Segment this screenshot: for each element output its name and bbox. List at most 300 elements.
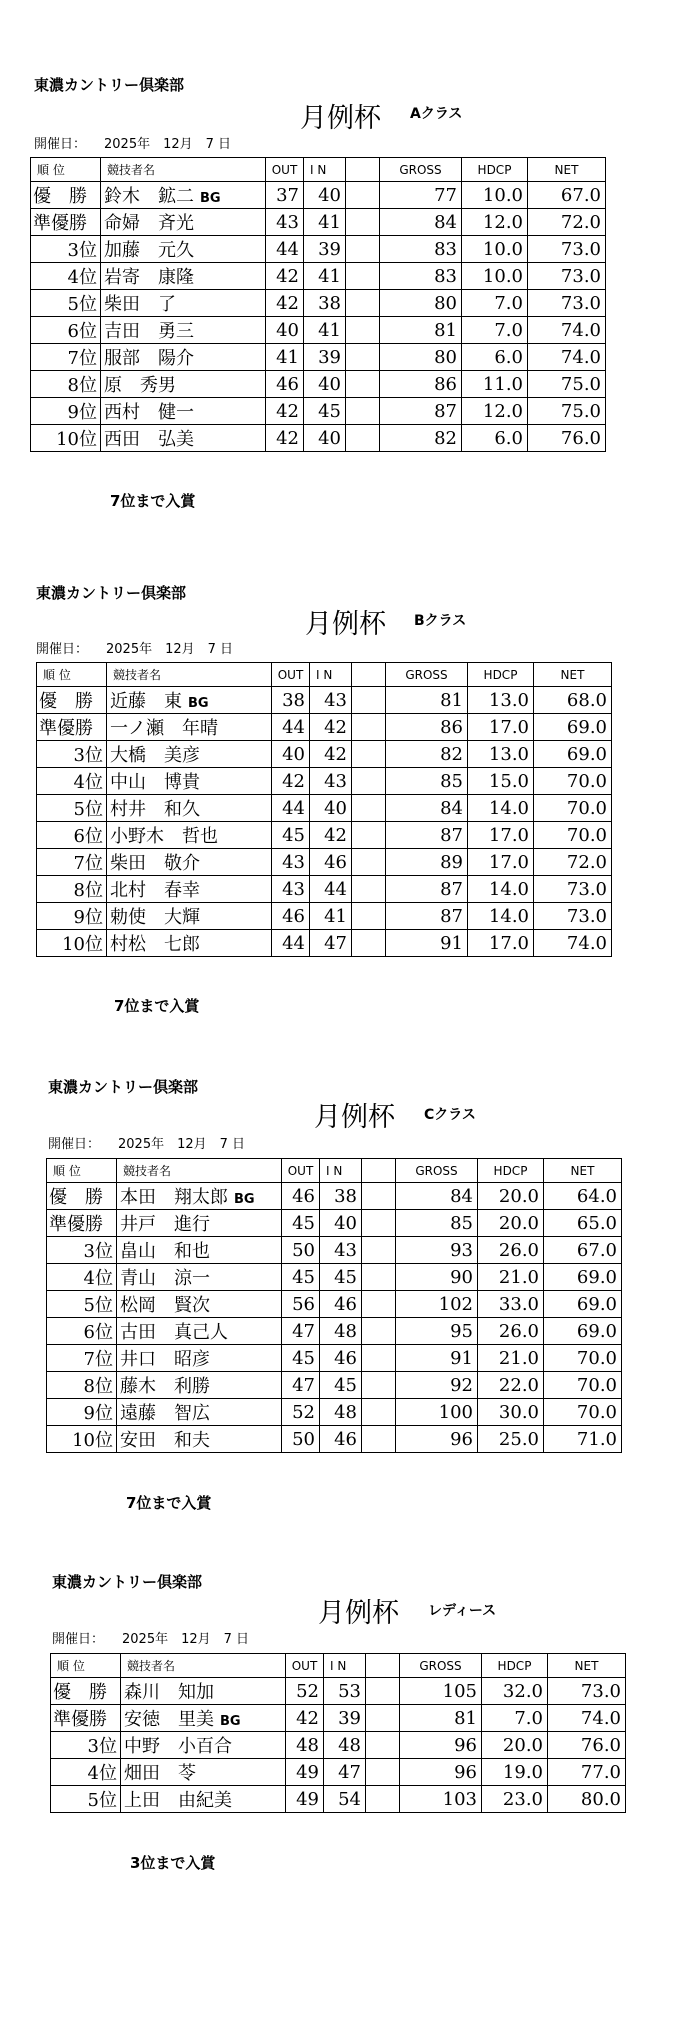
blank-cell xyxy=(366,1732,400,1759)
rank-cell: 優 勝 xyxy=(47,1183,117,1210)
blank-cell xyxy=(346,182,380,209)
player-name: 小野木 哲也 xyxy=(110,826,218,847)
hdcp-value: 17.0 xyxy=(468,714,534,741)
blank-cell xyxy=(352,741,386,768)
hdcp-value: 23.0 xyxy=(482,1786,548,1813)
table-row xyxy=(47,1426,622,1453)
header-name: 競技者名 xyxy=(101,158,266,182)
hdcp-value: 6.0 xyxy=(462,344,528,371)
blank-cell xyxy=(346,209,380,236)
header-gross: GROSS xyxy=(396,1159,478,1183)
net-score: 76.0 xyxy=(528,425,606,452)
hdcp-value: 13.0 xyxy=(468,741,534,768)
gross-score: 92 xyxy=(396,1372,478,1399)
net-score: 64.0 xyxy=(544,1183,622,1210)
rank-cell: 6位 xyxy=(47,1318,117,1345)
player-name-cell xyxy=(117,1345,282,1372)
out-score: 43 xyxy=(272,849,310,876)
out-score: 52 xyxy=(282,1399,320,1426)
club-name: 東濃カントリー倶楽部 xyxy=(36,584,187,602)
best-gross-badge: BG xyxy=(220,1714,241,1729)
player-name: 畠山 和也 xyxy=(120,1241,210,1262)
event-date xyxy=(52,1628,249,1647)
gross-score: 96 xyxy=(396,1426,478,1453)
table-row xyxy=(31,236,606,263)
gross-score: 89 xyxy=(386,849,468,876)
in-score: 45 xyxy=(304,398,346,425)
in-score: 43 xyxy=(320,1237,362,1264)
player-name: 原 秀男 xyxy=(104,375,176,396)
class-label: Aクラス xyxy=(410,106,463,122)
hdcp-value: 17.0 xyxy=(468,930,534,957)
club-name: 東濃カントリー倶楽部 xyxy=(52,1573,203,1591)
in-score: 39 xyxy=(304,344,346,371)
out-score: 49 xyxy=(286,1759,324,1786)
event-date xyxy=(34,133,231,152)
out-score: 42 xyxy=(266,425,304,452)
event-date xyxy=(36,638,233,657)
gross-score: 103 xyxy=(400,1786,482,1813)
header-hdcp: HDCP xyxy=(478,1159,544,1183)
table-row xyxy=(47,1372,622,1399)
header-rank: 順 位 xyxy=(37,663,107,687)
blank-cell xyxy=(362,1345,396,1372)
player-name: 安田 和夫 xyxy=(120,1430,210,1451)
rank-cell: 優 勝 xyxy=(37,687,107,714)
table-row xyxy=(31,425,606,452)
table-row xyxy=(37,876,612,903)
rank-cell: 5位 xyxy=(37,795,107,822)
player-name: 村井 和久 xyxy=(110,799,200,820)
blank-cell xyxy=(362,1210,396,1237)
player-name: 西田 弘美 xyxy=(104,429,194,450)
in-score: 45 xyxy=(320,1264,362,1291)
out-score: 44 xyxy=(272,930,310,957)
out-score: 45 xyxy=(282,1345,320,1372)
club-name: 東濃カントリー倶楽部 xyxy=(48,1078,199,1096)
table-row xyxy=(51,1759,626,1786)
blank-cell xyxy=(346,398,380,425)
net-score: 72.0 xyxy=(528,209,606,236)
best-gross-badge: BG xyxy=(200,191,221,206)
net-score: 69.0 xyxy=(544,1291,622,1318)
player-name: 服部 陽介 xyxy=(104,348,194,369)
player-name: 中山 博貴 xyxy=(110,772,200,793)
rank-cell: 9位 xyxy=(47,1399,117,1426)
header-out: OUT xyxy=(286,1654,324,1678)
blank-cell xyxy=(346,317,380,344)
out-score: 42 xyxy=(272,768,310,795)
gross-score: 93 xyxy=(396,1237,478,1264)
in-score: 41 xyxy=(310,903,352,930)
net-score: 70.0 xyxy=(534,768,612,795)
player-name: 藤木 利勝 xyxy=(120,1376,210,1397)
player-name-cell xyxy=(101,317,266,344)
table-row xyxy=(47,1183,622,1210)
header-net: NET xyxy=(534,663,612,687)
blank-cell xyxy=(362,1183,396,1210)
out-score: 46 xyxy=(266,371,304,398)
header-row xyxy=(37,663,612,687)
blank-cell xyxy=(346,371,380,398)
table-row xyxy=(31,344,606,371)
gross-score: 96 xyxy=(400,1732,482,1759)
header-row xyxy=(51,1654,626,1678)
blank-cell xyxy=(346,290,380,317)
table-row xyxy=(51,1732,626,1759)
in-score: 45 xyxy=(320,1372,362,1399)
in-score: 42 xyxy=(310,822,352,849)
blank-cell xyxy=(352,930,386,957)
out-score: 37 xyxy=(266,182,304,209)
player-name: 安徳 里美 xyxy=(124,1709,214,1730)
player-name: 森川 知加 xyxy=(124,1682,214,1703)
hdcp-value: 20.0 xyxy=(478,1210,544,1237)
player-name: 上田 由紀美 xyxy=(124,1790,232,1811)
player-name-cell xyxy=(107,849,272,876)
player-name-cell xyxy=(117,1399,282,1426)
header-out: OUT xyxy=(282,1159,320,1183)
net-score: 80.0 xyxy=(548,1786,626,1813)
net-score: 70.0 xyxy=(534,822,612,849)
net-score: 67.0 xyxy=(528,182,606,209)
competition-title: 月例杯 xyxy=(314,1102,395,1133)
blank-cell xyxy=(366,1759,400,1786)
results-table xyxy=(50,1653,626,1813)
gross-score: 84 xyxy=(396,1183,478,1210)
player-name: 一ノ瀬 年晴 xyxy=(110,718,218,739)
header-in: I N xyxy=(304,158,346,182)
gross-score: 91 xyxy=(386,930,468,957)
rank-cell: 5位 xyxy=(47,1291,117,1318)
date-label: 開催日： xyxy=(52,1632,105,1647)
blank-cell xyxy=(346,344,380,371)
header-in: I N xyxy=(310,663,352,687)
player-name-cell xyxy=(107,795,272,822)
gross-score: 82 xyxy=(386,741,468,768)
player-name: 勅使 大輝 xyxy=(110,907,200,928)
player-name-cell xyxy=(121,1705,286,1732)
table-row xyxy=(47,1264,622,1291)
header-hdcp: HDCP xyxy=(482,1654,548,1678)
blank-cell xyxy=(352,822,386,849)
out-score: 44 xyxy=(272,795,310,822)
gross-score: 82 xyxy=(380,425,462,452)
table-row xyxy=(47,1345,622,1372)
net-score: 73.0 xyxy=(534,876,612,903)
prize-note: 7位まで入賞 xyxy=(114,997,200,1015)
out-score: 41 xyxy=(266,344,304,371)
rank-cell: 4位 xyxy=(37,768,107,795)
player-name-cell xyxy=(107,768,272,795)
player-name-cell xyxy=(107,903,272,930)
table-row xyxy=(37,822,612,849)
rank-cell: 6位 xyxy=(31,317,101,344)
results-table xyxy=(36,662,612,957)
header-row xyxy=(47,1159,622,1183)
player-name-cell xyxy=(117,1237,282,1264)
player-name: 大橋 美彦 xyxy=(110,745,200,766)
competition-title: 月例杯 xyxy=(305,609,386,640)
net-score: 67.0 xyxy=(544,1237,622,1264)
header-blank xyxy=(362,1159,396,1183)
blank-cell xyxy=(352,876,386,903)
net-score: 65.0 xyxy=(544,1210,622,1237)
player-name-cell xyxy=(101,182,266,209)
in-score: 41 xyxy=(304,209,346,236)
player-name: 遠藤 智広 xyxy=(120,1403,210,1424)
player-name: 青山 涼一 xyxy=(120,1268,210,1289)
club-name: 東濃カントリー倶楽部 xyxy=(34,76,185,94)
rank-cell: 10位 xyxy=(37,930,107,957)
blank-cell xyxy=(366,1705,400,1732)
table-row xyxy=(51,1705,626,1732)
gross-score: 86 xyxy=(386,714,468,741)
table-row xyxy=(51,1678,626,1705)
out-score: 45 xyxy=(272,822,310,849)
player-name-cell xyxy=(117,1372,282,1399)
in-score: 42 xyxy=(310,741,352,768)
header-gross: GROSS xyxy=(386,663,468,687)
blank-cell xyxy=(362,1399,396,1426)
gross-score: 96 xyxy=(400,1759,482,1786)
header-rank: 順 位 xyxy=(47,1159,117,1183)
out-score: 42 xyxy=(266,290,304,317)
player-name-cell xyxy=(117,1183,282,1210)
player-name-cell xyxy=(107,741,272,768)
blank-cell xyxy=(362,1318,396,1345)
rank-cell: 7位 xyxy=(37,849,107,876)
competition-title: 月例杯 xyxy=(318,1598,399,1629)
rank-cell: 8位 xyxy=(37,876,107,903)
gross-score: 77 xyxy=(380,182,462,209)
net-score: 75.0 xyxy=(528,371,606,398)
net-score: 70.0 xyxy=(544,1372,622,1399)
net-score: 69.0 xyxy=(544,1318,622,1345)
date-value: 2025年 12月 7 日 xyxy=(106,642,234,657)
event-date xyxy=(48,1133,245,1152)
hdcp-value: 14.0 xyxy=(468,876,534,903)
blank-cell xyxy=(352,903,386,930)
hdcp-value: 12.0 xyxy=(462,209,528,236)
table-row xyxy=(47,1399,622,1426)
player-name-cell xyxy=(101,398,266,425)
player-name-cell xyxy=(101,290,266,317)
rank-cell: 優 勝 xyxy=(31,182,101,209)
hdcp-value: 33.0 xyxy=(478,1291,544,1318)
gross-score: 85 xyxy=(396,1210,478,1237)
hdcp-value: 10.0 xyxy=(462,263,528,290)
gross-score: 84 xyxy=(380,209,462,236)
player-name-cell xyxy=(101,236,266,263)
gross-score: 105 xyxy=(400,1678,482,1705)
rank-cell: 3位 xyxy=(37,741,107,768)
player-name-cell xyxy=(117,1426,282,1453)
player-name-cell xyxy=(121,1732,286,1759)
header-name: 競技者名 xyxy=(107,663,272,687)
player-name: 村松 七郎 xyxy=(110,934,200,955)
net-score: 73.0 xyxy=(548,1678,626,1705)
hdcp-value: 20.0 xyxy=(482,1732,548,1759)
net-score: 73.0 xyxy=(528,263,606,290)
out-score: 40 xyxy=(272,741,310,768)
hdcp-value: 26.0 xyxy=(478,1237,544,1264)
table-row xyxy=(37,930,612,957)
player-name-cell xyxy=(101,263,266,290)
header-rank: 順 位 xyxy=(31,158,101,182)
net-score: 69.0 xyxy=(534,714,612,741)
class-label: Cクラス xyxy=(424,1107,476,1123)
table-row xyxy=(47,1237,622,1264)
net-score: 77.0 xyxy=(548,1759,626,1786)
hdcp-value: 13.0 xyxy=(468,687,534,714)
player-name-cell xyxy=(101,425,266,452)
gross-score: 87 xyxy=(386,876,468,903)
hdcp-value: 14.0 xyxy=(468,903,534,930)
out-score: 48 xyxy=(286,1732,324,1759)
date-label: 開催日： xyxy=(36,642,89,657)
hdcp-value: 15.0 xyxy=(468,768,534,795)
out-score: 40 xyxy=(266,317,304,344)
hdcp-value: 17.0 xyxy=(468,849,534,876)
player-name-cell xyxy=(107,876,272,903)
in-score: 38 xyxy=(320,1183,362,1210)
hdcp-value: 7.0 xyxy=(462,290,528,317)
table-row xyxy=(47,1291,622,1318)
hdcp-value: 10.0 xyxy=(462,236,528,263)
player-name: 中野 小百合 xyxy=(124,1736,232,1757)
out-score: 46 xyxy=(272,903,310,930)
table-row xyxy=(47,1318,622,1345)
blank-cell xyxy=(366,1678,400,1705)
hdcp-value: 19.0 xyxy=(482,1759,548,1786)
table-row xyxy=(31,263,606,290)
net-score: 74.0 xyxy=(528,317,606,344)
header-in: I N xyxy=(324,1654,366,1678)
gross-score: 100 xyxy=(396,1399,478,1426)
gross-score: 81 xyxy=(380,317,462,344)
gross-score: 80 xyxy=(380,290,462,317)
player-name-cell xyxy=(101,371,266,398)
in-score: 46 xyxy=(310,849,352,876)
gross-score: 95 xyxy=(396,1318,478,1345)
in-score: 48 xyxy=(324,1732,366,1759)
in-score: 43 xyxy=(310,768,352,795)
header-name: 競技者名 xyxy=(121,1654,286,1678)
net-score: 68.0 xyxy=(534,687,612,714)
in-score: 46 xyxy=(320,1291,362,1318)
player-name-cell xyxy=(107,930,272,957)
rank-cell: 10位 xyxy=(31,425,101,452)
blank-cell xyxy=(352,768,386,795)
blank-cell xyxy=(352,795,386,822)
gross-score: 84 xyxy=(386,795,468,822)
rank-cell: 8位 xyxy=(47,1372,117,1399)
net-score: 70.0 xyxy=(544,1399,622,1426)
player-name: 西村 健一 xyxy=(104,402,194,423)
out-score: 45 xyxy=(282,1210,320,1237)
table-row xyxy=(51,1786,626,1813)
out-score: 43 xyxy=(272,876,310,903)
in-score: 40 xyxy=(310,795,352,822)
player-name-cell xyxy=(117,1318,282,1345)
rank-cell: 準優勝 xyxy=(37,714,107,741)
rank-cell: 7位 xyxy=(31,344,101,371)
date-label: 開催日： xyxy=(34,137,87,152)
prize-note: 3位まで入賞 xyxy=(130,1854,216,1872)
player-name: 命婦 斉光 xyxy=(104,213,194,234)
header-blank xyxy=(366,1654,400,1678)
competition-title: 月例杯 xyxy=(300,103,381,134)
out-score: 38 xyxy=(272,687,310,714)
in-score: 40 xyxy=(304,425,346,452)
table-row xyxy=(37,687,612,714)
header-name: 競技者名 xyxy=(117,1159,282,1183)
table-row xyxy=(37,849,612,876)
header-rank: 順 位 xyxy=(51,1654,121,1678)
net-score: 69.0 xyxy=(534,741,612,768)
net-score: 73.0 xyxy=(534,903,612,930)
player-name-cell xyxy=(101,209,266,236)
hdcp-value: 11.0 xyxy=(462,371,528,398)
in-score: 46 xyxy=(320,1426,362,1453)
player-name-cell xyxy=(107,714,272,741)
date-value: 2025年 12月 7 日 xyxy=(118,1137,246,1152)
player-name-cell xyxy=(101,344,266,371)
header-net: NET xyxy=(528,158,606,182)
hdcp-value: 12.0 xyxy=(462,398,528,425)
hdcp-value: 21.0 xyxy=(478,1345,544,1372)
player-name-cell xyxy=(117,1291,282,1318)
rank-cell: 10位 xyxy=(47,1426,117,1453)
player-name: 松岡 賢次 xyxy=(120,1295,210,1316)
table-row xyxy=(31,317,606,344)
net-score: 71.0 xyxy=(544,1426,622,1453)
out-score: 45 xyxy=(282,1264,320,1291)
in-score: 40 xyxy=(304,371,346,398)
out-score: 44 xyxy=(272,714,310,741)
player-name: 柴田 敬介 xyxy=(110,853,200,874)
results-table xyxy=(46,1158,622,1453)
net-score: 76.0 xyxy=(548,1732,626,1759)
table-row xyxy=(31,182,606,209)
gross-score: 90 xyxy=(396,1264,478,1291)
in-score: 40 xyxy=(304,182,346,209)
out-score: 50 xyxy=(282,1237,320,1264)
player-name: 古田 真己人 xyxy=(120,1322,228,1343)
player-name: 畑田 苓 xyxy=(124,1763,196,1784)
blank-cell xyxy=(352,849,386,876)
table-row xyxy=(37,768,612,795)
class-label: レディース xyxy=(428,1603,497,1619)
out-score: 42 xyxy=(266,263,304,290)
player-name: 近藤 東 xyxy=(110,691,182,712)
player-name-cell xyxy=(107,687,272,714)
net-score: 73.0 xyxy=(528,290,606,317)
prize-note: 7位まで入賞 xyxy=(110,492,196,510)
rank-cell: 3位 xyxy=(47,1237,117,1264)
hdcp-value: 10.0 xyxy=(462,182,528,209)
player-name: 吉田 勇三 xyxy=(104,321,194,342)
gross-score: 87 xyxy=(380,398,462,425)
table-row xyxy=(31,371,606,398)
player-name-cell xyxy=(121,1759,286,1786)
out-score: 52 xyxy=(286,1678,324,1705)
in-score: 41 xyxy=(304,263,346,290)
out-score: 47 xyxy=(282,1372,320,1399)
rank-cell: 準優勝 xyxy=(31,209,101,236)
player-name: 岩寄 康隆 xyxy=(104,267,194,288)
